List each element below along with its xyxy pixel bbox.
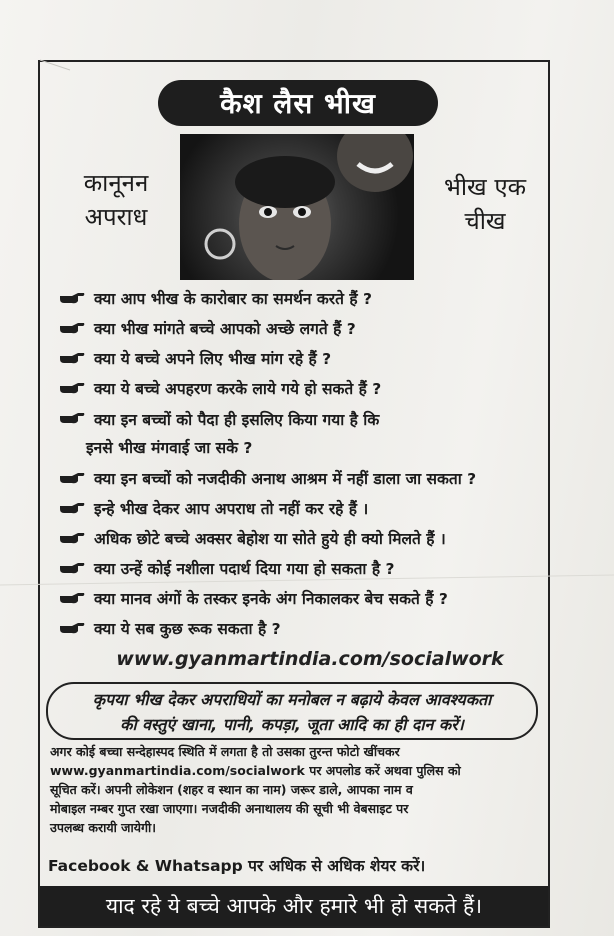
side-text-right [426,170,544,238]
question-text: क्या मानव अंगों के तस्कर इनके अंग निकालकर बेच सकते हैं ? [94,590,448,608]
pointing-hand-icon [58,350,86,366]
pointing-hand-icon [58,410,86,426]
side-right-line-1: भीख एक [443,173,527,201]
question-item [58,496,538,522]
question-text: क्या ये सब कुछ रूक सकता है ? [94,620,281,638]
side-right-line-2: चीख [464,207,506,235]
pointing-hand-icon [58,500,86,516]
appeal-box [46,682,538,740]
question-item [58,376,538,402]
info-line: मोबाइल नम्बर गुप्त रखा जाएगा। नजदीकी अनाथालय की सूची भी वेबसाइट पर [50,801,409,816]
side-left-line-1: कानूनन [83,169,149,197]
side-left-line-2: अपराध [84,203,148,231]
question-item [58,346,538,372]
pointing-hand-icon [58,560,86,576]
question-text: अधिक छोटे बच्चे अक्सर बेहोश या सोते हुये ही क्यो मिलते हैं । [94,530,446,548]
child-photo-illustration [180,134,414,280]
question-text: क्या भीख मांगते बच्चे आपको अच्छे लगते हैं ? [94,320,356,338]
question-text: क्या आप भीख के कारोबार का समर्थन करते हैं ? [94,290,372,308]
pointing-hand-icon [58,290,86,306]
question-text: क्या इन बच्चों को पैदा ही इसलिए किया गया है कि [94,411,380,429]
pointing-hand-icon [58,530,86,546]
question-item [58,286,538,312]
ad-title: कैश लैस भीख [158,80,438,126]
question-text: इन्हे भीख देकर आप अपराध तो नहीं कर रहे हैं । [94,500,369,518]
question-item [58,526,538,552]
question-list [58,286,538,646]
question-item [58,556,538,582]
question-item [58,466,538,492]
question-item [58,586,538,612]
website-link: www.gyanmartindia.com/socialwork [116,648,504,670]
share-callout: Facebook & Whatsapp पर अधिक से अधिक शेयर करें। [48,857,426,875]
side-text-left [60,166,172,234]
question-item [58,616,538,642]
question-text: क्या ये बच्चे अपहरण करके लाये गये हो सकते हैं ? [94,380,382,398]
pointing-hand-icon [58,380,86,396]
question-text: क्या इन बच्चों को नजदीकी अनाथ आश्रम में नहीं डाला जा सकता ? [94,470,477,488]
question-text: क्या उन्हें कोई नशीला पदार्थ दिया गया हो सकता है ? [94,560,395,578]
info-line: अगर कोई बच्चा सन्देहास्पद स्थिति में लगता है तो उसका तुरन्त फोटो खींचकर [50,744,400,759]
info-line: उपलब्ध करायी जायेगी। [50,820,156,835]
info-paragraph [50,742,536,837]
pointing-hand-icon [58,320,86,336]
pointing-hand-icon [58,590,86,606]
question-item [58,316,538,342]
pointing-hand-icon [58,470,86,486]
footer-banner: याद रहे ये बच्चे आपके और हमारे भी हो सकते हैं। [40,886,548,926]
appeal-line-1: कृपया भीख देकर अपराधियों का मनोबल न बढ़ाये केवल आवश्यकता [92,690,492,709]
question-item [58,406,538,462]
pointing-hand-icon [58,620,86,636]
appeal-line-2: की वस्तुएं खाना, पानी, कपड़ा, जूता आदि का ही दान करें। [120,715,464,734]
question-text: क्या ये बच्चे अपने लिए भीख मांग रहे हैं ? [94,350,332,368]
info-line: सूचित करें। अपनी लोकेशन (शहर व स्थान का नाम) जरूर डाले, आपका नाम व [50,782,413,797]
info-line: www.gyanmartindia.com/socialwork पर अपलोड करें अथवा पुलिस को [50,763,461,778]
question-text-continued: इनसे भीख मंगवाई जा सके ? [86,439,253,457]
child-photo [180,134,414,280]
